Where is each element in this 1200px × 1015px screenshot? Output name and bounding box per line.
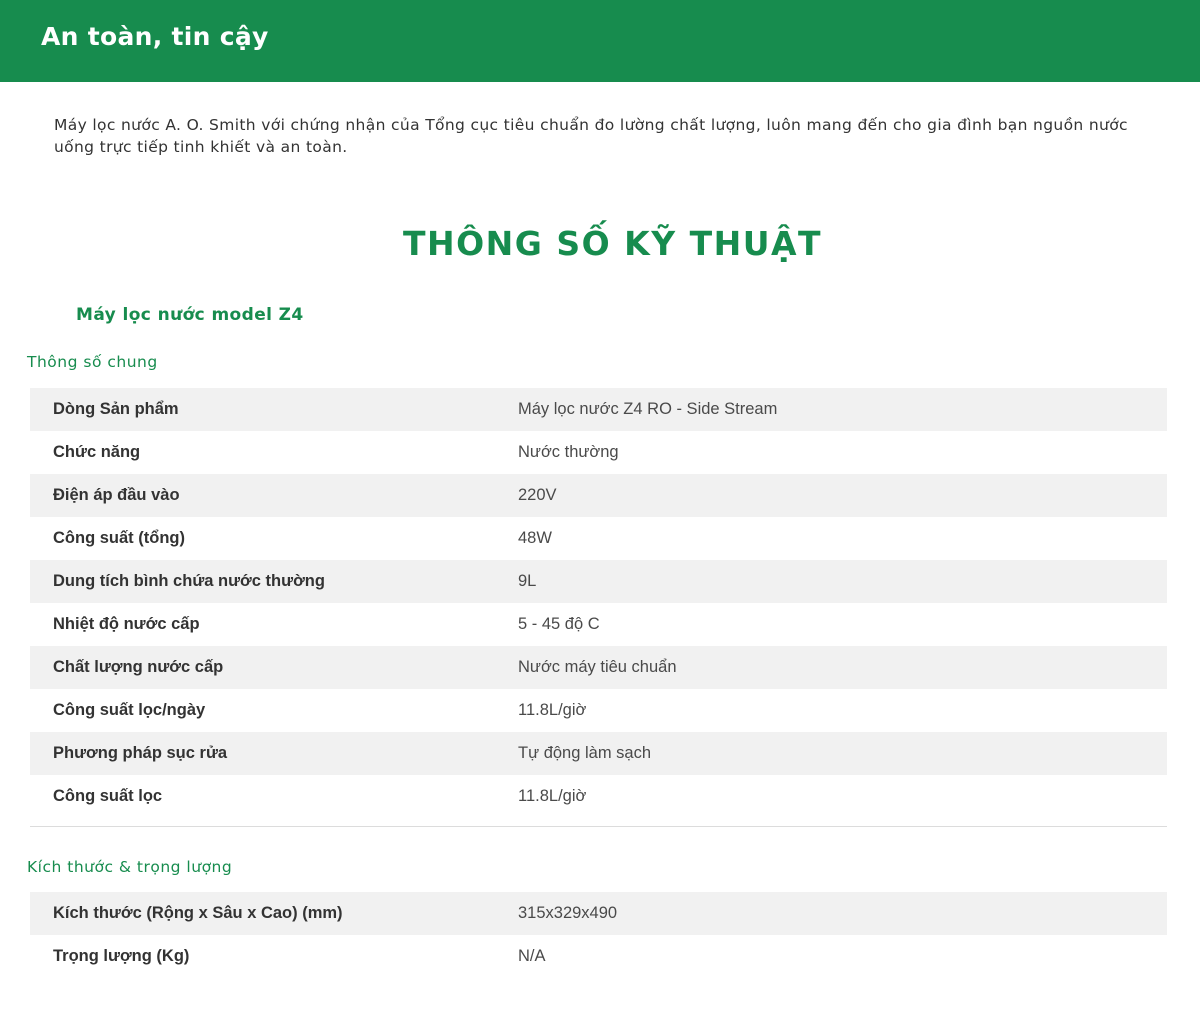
spec-table-size bbox=[30, 892, 1167, 978]
spec-label: Chức năng bbox=[53, 443, 141, 461]
section-heading: THÔNG SỐ KỸ THUẬT bbox=[402, 224, 823, 263]
spec-value: Nước máy tiêu chuẩn bbox=[518, 658, 677, 676]
table-row bbox=[30, 775, 1167, 818]
table-row bbox=[30, 474, 1167, 517]
table-row bbox=[30, 431, 1167, 474]
table-row bbox=[30, 560, 1167, 603]
spec-value: 5 - 45 độ C bbox=[518, 615, 600, 633]
intro-paragraph: Máy lọc nước A. O. Smith với chứng nhận của Tổng cục tiêu chuẩn đo lường chất lượng, luôn mang đến cho gia đình bạn nguồn nước uống trực tiếp tinh khiết và an toàn. bbox=[54, 116, 1128, 156]
spec-label: Chất lượng nước cấp bbox=[53, 658, 224, 676]
spec-label: Dòng Sản phẩm bbox=[53, 400, 179, 418]
spec-value: 11.8L/giờ bbox=[518, 701, 587, 719]
table-row bbox=[30, 732, 1167, 775]
spec-label: Kích thước (Rộng x Sâu x Cao) (mm) bbox=[53, 904, 343, 922]
spec-label: Công suất (tổng) bbox=[53, 529, 185, 547]
group-title-size: Kích thước & trọng lượng bbox=[27, 858, 233, 876]
table-row bbox=[30, 689, 1167, 732]
table-row bbox=[30, 935, 1167, 978]
spec-value: 9L bbox=[518, 572, 537, 590]
spec-label: Phương pháp sục rửa bbox=[53, 744, 228, 762]
spec-value: 11.8L/giờ bbox=[518, 787, 587, 805]
spec-label: Điện áp đầu vào bbox=[53, 486, 180, 504]
model-title: Máy lọc nước model Z4 bbox=[76, 305, 304, 325]
spec-value: 48W bbox=[518, 529, 552, 547]
spec-value: 220V bbox=[518, 486, 557, 504]
spec-label: Công suất lọc bbox=[53, 787, 163, 805]
spec-value: Tự động làm sạch bbox=[518, 744, 652, 762]
table-row bbox=[30, 388, 1167, 431]
section-divider bbox=[30, 826, 1167, 827]
spec-value: 315x329x490 bbox=[518, 904, 618, 922]
spec-label: Dung tích bình chứa nước thường bbox=[53, 572, 325, 590]
group-title-general: Thông số chung bbox=[27, 353, 158, 371]
spec-label: Nhiệt độ nước cấp bbox=[53, 615, 200, 633]
table-row bbox=[30, 646, 1167, 689]
spec-label: Trọng lượng (Kg) bbox=[53, 947, 190, 965]
spec-table-general bbox=[30, 388, 1167, 818]
spec-value: N/A bbox=[518, 947, 546, 965]
table-row bbox=[30, 517, 1167, 560]
spec-value: Nước thường bbox=[518, 443, 619, 461]
table-row bbox=[30, 603, 1167, 646]
spec-label: Công suất lọc/ngày bbox=[53, 701, 206, 719]
spec-value: Máy lọc nước Z4 RO - Side Stream bbox=[518, 400, 778, 418]
banner-title: An toàn, tin cậy bbox=[41, 22, 269, 51]
header-banner bbox=[0, 0, 1200, 82]
table-row bbox=[30, 892, 1167, 935]
